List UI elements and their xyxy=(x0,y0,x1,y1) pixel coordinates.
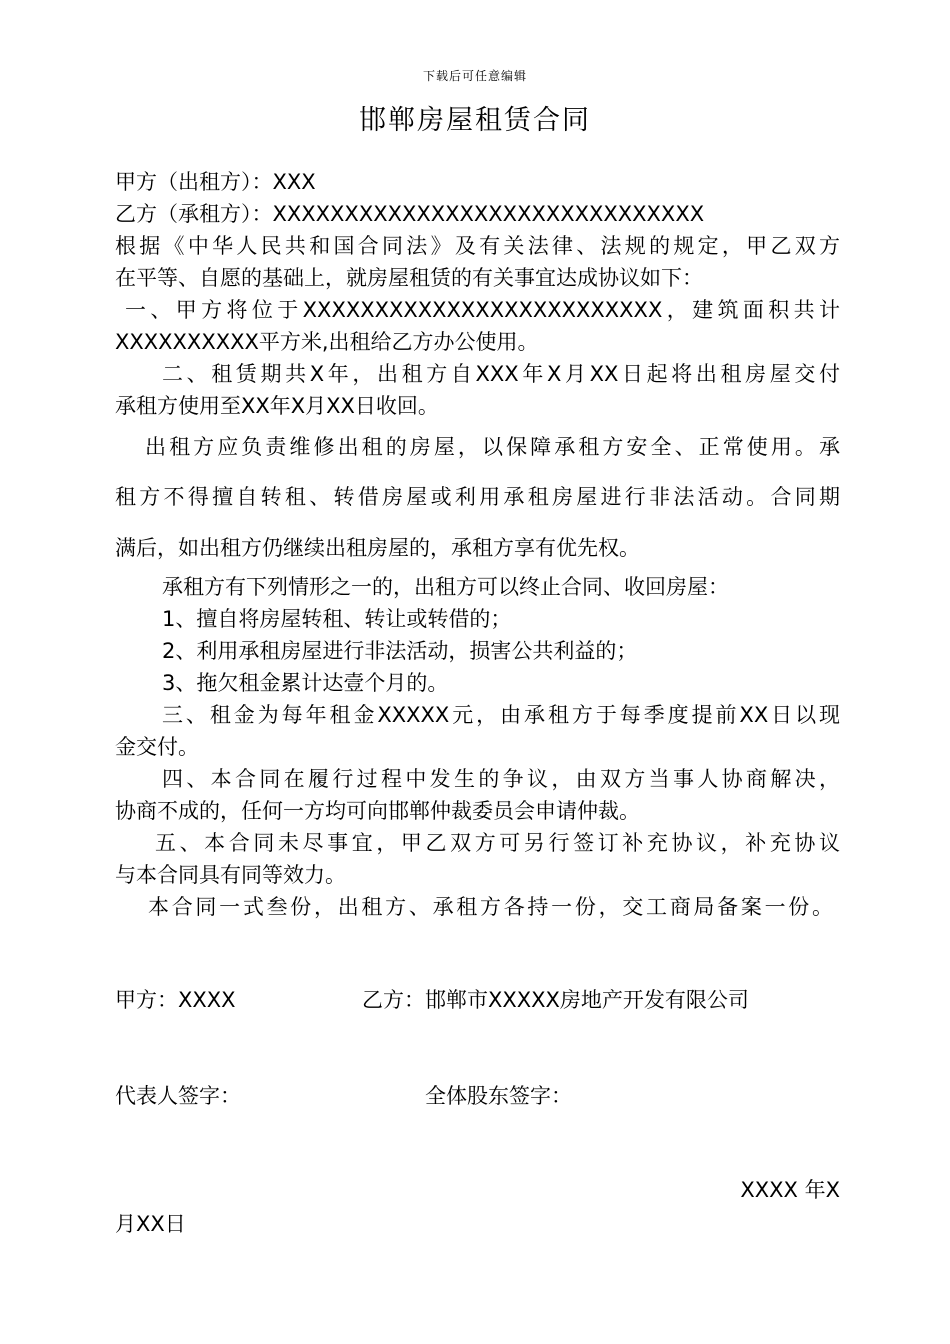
page-title: 邯郸房屋租赁合同 xyxy=(359,105,591,136)
sign-representative: 代表人签字： xyxy=(115,1084,241,1108)
termination-item-3: 3、拖欠租金累计达壹个月的。 xyxy=(162,671,449,695)
maintenance-line-2: 租方不得擅自转租、转借房屋或利用承租房屋进行非法活动。合同期 xyxy=(115,485,840,509)
preamble-line-1: 根据《中华人民共和国合同法》及有关法律、法规的规定，甲乙双方 xyxy=(115,234,840,258)
maintenance-line-1: 出租方应负责维修出租的房屋，以保障承租方安全、正常使用。承 xyxy=(145,435,840,459)
clause-1-line-1: 一、甲方将位于XXXXXXXXXXXXXXXXXXXXXXXXX，建筑面积共计 xyxy=(125,298,840,322)
date-line-1: XXXX 年X xyxy=(740,1178,840,1202)
clause-4-line-1: 四、本合同在履行过程中发生的争议，由双方当事人协商解决， xyxy=(162,767,840,791)
clause-1-line-2: XXXXXXXXXX平方米,出租给乙方办公使用。 xyxy=(115,330,539,354)
header-note: 下载后可任意编辑 xyxy=(422,69,527,83)
party-b-line: 乙方（承租方）：XXXXXXXXXXXXXXXXXXXXXXXXXXXXXX xyxy=(115,202,705,226)
clause-2-line-1: 二、租赁期共X年，出租方自XXX年X月XX日起将出租房屋交付 xyxy=(162,362,840,386)
party-a-line: 甲方（出租方）：XXX xyxy=(115,170,316,194)
clause-3-line-1: 三、租金为每年租金XXXXX元，由承租方于每季度提前XX日以现 xyxy=(162,703,840,727)
sign-party-b: 乙方：邯郸市XXXXX房地产开发有限公司 xyxy=(362,988,749,1012)
preamble-line-2: 在平等、自愿的基础上，就房屋租赁的有关事宜达成协议如下： xyxy=(115,266,703,290)
termination-intro: 承租方有下列情形之一的，出租方可以终止合同、收回房屋： xyxy=(162,575,729,599)
clause-3-line-2: 金交付。 xyxy=(115,735,199,759)
clause-5-line-1: 五、本合同未尽事宜，甲乙双方可另行签订补充协议，补充协议 xyxy=(155,831,840,855)
termination-item-1: 1、擅自将房屋转租、转让或转借的； xyxy=(162,607,512,631)
sign-shareholders: 全体股东签字： xyxy=(425,1084,572,1108)
clause-2-line-2: 承租方使用至XX年X月XX日收回。 xyxy=(115,394,439,418)
copies-line: 本合同一式叁份，出租方、承租方各持一份，交工商局备案一份。 xyxy=(148,895,833,919)
maintenance-line-3: 满后，如出租方仍继续出租房屋的，承租方享有优先权。 xyxy=(115,536,640,560)
clause-4-line-2: 协商不成的，任何一方均可向邯郸仲裁委员会申请仲裁。 xyxy=(115,799,640,823)
date-line-2: 月XX日 xyxy=(115,1212,186,1236)
termination-item-2: 2、利用承租房屋进行非法活动，损害公共利益的； xyxy=(162,639,638,663)
sign-party-a: 甲方：XXXX xyxy=(115,988,236,1012)
clause-5-line-2: 与本合同具有同等效力。 xyxy=(115,863,346,887)
